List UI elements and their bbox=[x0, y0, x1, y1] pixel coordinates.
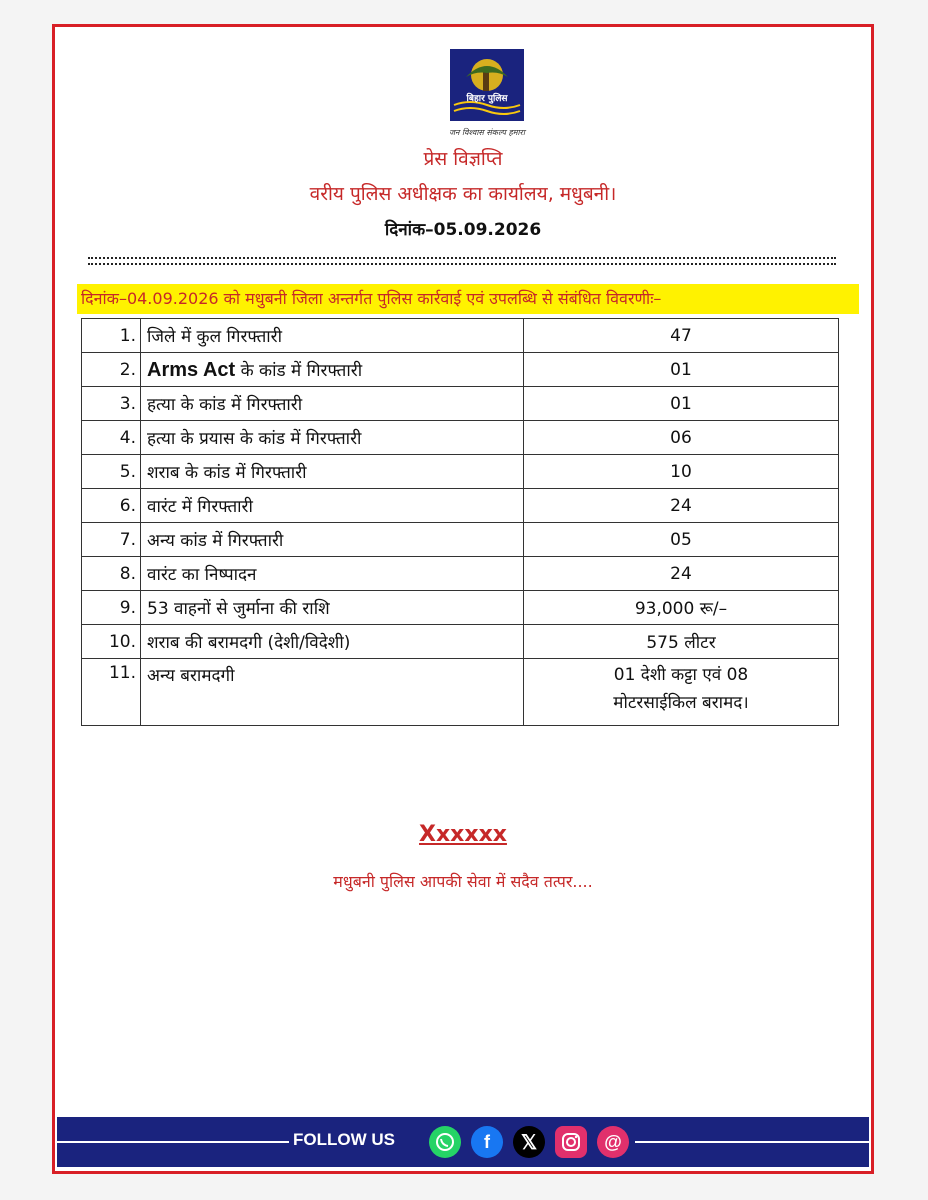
whatsapp-icon[interactable] bbox=[429, 1126, 461, 1158]
row-value: 10 bbox=[524, 455, 839, 489]
table-row bbox=[82, 625, 839, 659]
table-row bbox=[82, 387, 839, 421]
logo-text: बिहार पुलिस bbox=[466, 94, 508, 104]
row-value: 24 bbox=[524, 489, 839, 523]
row-value: 575 लीटर bbox=[524, 625, 839, 659]
row-number: 3. bbox=[82, 387, 141, 421]
row-value: 05 bbox=[524, 523, 839, 557]
row-value: 24 bbox=[524, 557, 839, 591]
row-number: 9. bbox=[82, 591, 141, 625]
row-value bbox=[524, 659, 839, 726]
row-value: 01 bbox=[524, 387, 839, 421]
office-title: वरीय पुलिस अधीक्षक का कार्यालय, मधुबनी। bbox=[309, 183, 617, 205]
press-release-title: प्रेस विज्ञप्ति bbox=[423, 148, 503, 170]
row-label: वारंट में गिरफ्तारी bbox=[141, 489, 524, 523]
divider bbox=[88, 257, 836, 265]
row-number: 7. bbox=[82, 523, 141, 557]
row-value: 93,000 रू/– bbox=[524, 591, 839, 625]
statistics-table bbox=[81, 318, 839, 726]
table-row bbox=[82, 489, 839, 523]
row-value: 06 bbox=[524, 421, 839, 455]
row-number: 4. bbox=[82, 421, 141, 455]
row-value-line: मोटरसाईकिल बरामद। bbox=[613, 693, 749, 713]
instagram-icon[interactable] bbox=[555, 1126, 587, 1158]
row-value-line: 01 देशी कट्टा एवं 08 bbox=[613, 665, 749, 685]
signature: Xxxxxx bbox=[419, 822, 507, 847]
police-emblem-icon bbox=[436, 47, 538, 125]
press-release-page bbox=[52, 24, 874, 1174]
row-label: जिले में कुल गिरफ्तारी bbox=[141, 319, 524, 353]
row-number: 1. bbox=[82, 319, 141, 353]
report-heading: दिनांक–04.09.2026 को मधुबनी जिला अन्तर्गत पुलिस कार्रवाई एवं उपलब्धि से संबंधित विवरणीः– bbox=[77, 284, 859, 314]
row-label: 53 वाहनों से जुर्माना की राशि bbox=[141, 591, 524, 625]
follow-us-label: FOLLOW US bbox=[293, 1130, 395, 1149]
table-row bbox=[82, 319, 839, 353]
row-number: 5. bbox=[82, 455, 141, 489]
row-label: हत्या के कांड में गिरफ्तारी bbox=[141, 387, 524, 421]
row-label: हत्या के प्रयास के कांड में गिरफ्तारी bbox=[141, 421, 524, 455]
row-number: 8. bbox=[82, 557, 141, 591]
row-label-text: के कांड में गिरफ्तारी bbox=[240, 360, 363, 381]
table-row bbox=[82, 659, 839, 726]
row-number: 6. bbox=[82, 489, 141, 523]
row-label bbox=[141, 353, 524, 387]
table-row bbox=[82, 523, 839, 557]
x-icon[interactable]: 𝕏 bbox=[513, 1126, 545, 1158]
police-slogan: मधुबनी पुलिस आपकी सेवा में सदैव तत्पर.... bbox=[333, 872, 593, 891]
table-row bbox=[82, 421, 839, 455]
table-row bbox=[82, 557, 839, 591]
row-label: वारंट का निष्पादन bbox=[141, 557, 524, 591]
table-row bbox=[82, 591, 839, 625]
row-label: अन्य कांड में गिरफ्तारी bbox=[141, 523, 524, 557]
logo-tagline: जन विश्वास संकल्प हमारा bbox=[449, 128, 525, 137]
row-label: शराब की बरामदगी (देशी/विदेशी) bbox=[141, 625, 524, 659]
social-footer bbox=[57, 1117, 869, 1167]
row-value: 01 bbox=[524, 353, 839, 387]
footer-divider-right bbox=[635, 1141, 869, 1143]
table-row bbox=[82, 353, 839, 387]
threads-icon[interactable]: @ bbox=[597, 1126, 629, 1158]
row-label-strong: Arms Act bbox=[147, 358, 236, 381]
release-date: दिनांक–05.09.2026 bbox=[384, 220, 542, 240]
row-number: 10. bbox=[82, 625, 141, 659]
footer-divider-left bbox=[57, 1141, 289, 1143]
row-value: 47 bbox=[524, 319, 839, 353]
row-number: 11. bbox=[82, 659, 141, 726]
row-number: 2. bbox=[82, 353, 141, 387]
bihar-police-logo bbox=[436, 47, 538, 137]
facebook-icon[interactable]: f bbox=[471, 1126, 503, 1158]
table-row bbox=[82, 455, 839, 489]
row-label: अन्य बरामदगी bbox=[141, 659, 524, 726]
row-label: शराब के कांड में गिरफ्तारी bbox=[141, 455, 524, 489]
